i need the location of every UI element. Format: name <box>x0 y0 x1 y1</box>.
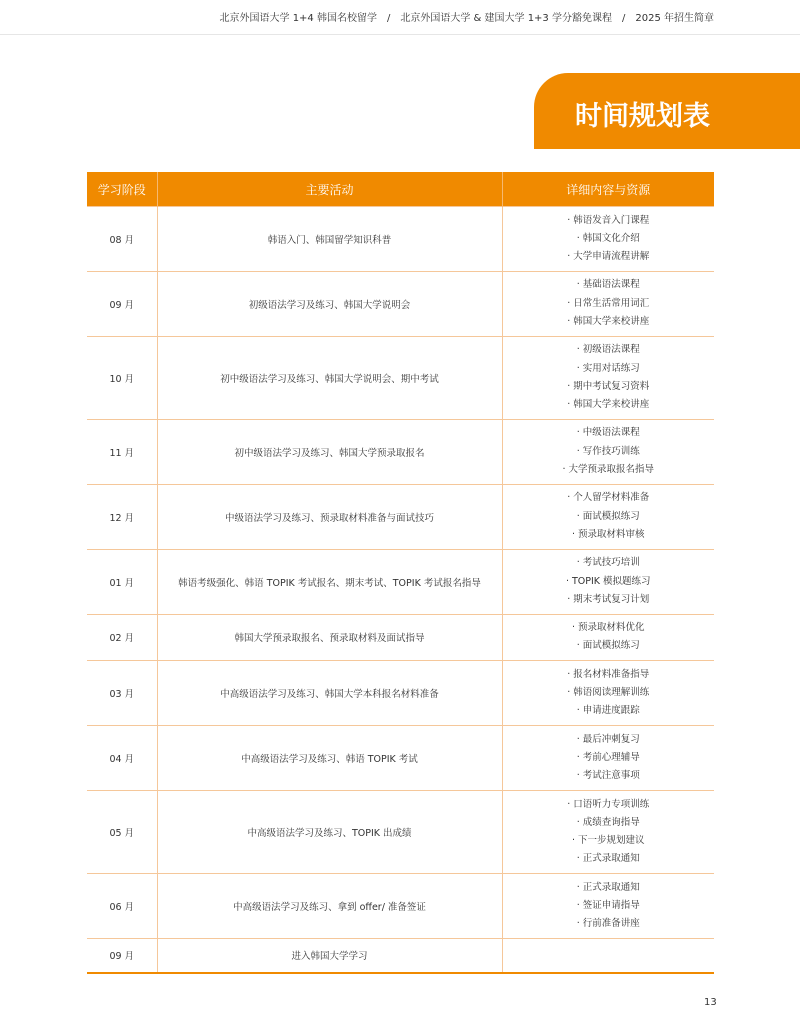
stage-cell: 03 月 <box>87 661 157 726</box>
header-separator: / <box>386 13 391 24</box>
details-cell <box>502 874 714 939</box>
detail-item: · 大学预录取报名指导 <box>503 461 715 479</box>
detail-item: · 行前准备讲座 <box>503 915 715 933</box>
stage-cell: 12 月 <box>87 484 157 549</box>
activity-cell: 中高级语法学习及练习、拿到 offer/ 准备签证 <box>157 874 502 939</box>
detail-item: · 申请进度跟踪 <box>503 702 715 720</box>
detail-item: · 期中考试复习资料 <box>503 378 715 396</box>
activity-cell: 初中级语法学习及练习、韩国大学说明会、期中考试 <box>157 336 502 419</box>
page-title: 时间规划表 <box>575 101 710 132</box>
detail-item: · 基础语法课程 <box>503 276 715 294</box>
stage-cell: 09 月 <box>87 271 157 336</box>
table-row <box>87 614 714 661</box>
detail-item: · 韩语发音入门课程 <box>503 212 715 230</box>
activity-cell: 韩语考级强化、韩语 TOPIK 考试报名、期末考试、TOPIK 考试报名指导 <box>157 549 502 614</box>
details-cell <box>502 614 714 661</box>
activity-cell: 中高级语法学习及练习、韩国大学本科报名材料准备 <box>157 661 502 726</box>
column-header-stage: 学习阶段 <box>87 172 157 207</box>
schedule-table <box>87 172 714 974</box>
table-row <box>87 336 714 419</box>
detail-item: · 成绩查询指导 <box>503 814 715 832</box>
detail-item: · 韩语阅读理解训练 <box>503 684 715 702</box>
stage-cell: 06 月 <box>87 874 157 939</box>
details-cell <box>502 207 714 272</box>
detail-item: · 实用对话练习 <box>503 360 715 378</box>
detail-item: · 面试模拟练习 <box>503 508 715 526</box>
detail-item: · 初级语法课程 <box>503 341 715 359</box>
table-row <box>87 874 714 939</box>
detail-item: · 个人留学材料准备 <box>503 489 715 507</box>
stage-cell: 02 月 <box>87 614 157 661</box>
detail-item: · 考试技巧培训 <box>503 554 715 572</box>
detail-item: · 韩国大学来校讲座 <box>503 396 715 414</box>
activity-cell: 韩语入门、韩国留学知识科普 <box>157 207 502 272</box>
header-breadcrumb <box>220 9 714 24</box>
column-header-details: 详细内容与资源 <box>502 172 714 207</box>
table-row <box>87 271 714 336</box>
details-cell <box>502 484 714 549</box>
table-row <box>87 207 714 272</box>
activity-cell: 初中级语法学习及练习、韩国大学预录取报名 <box>157 419 502 484</box>
table-row <box>87 726 714 791</box>
stage-cell: 01 月 <box>87 549 157 614</box>
header-brochure-title: 2025 年招生简章 <box>635 13 714 24</box>
table-row <box>87 484 714 549</box>
detail-item: · 口语听力专项训练 <box>503 796 715 814</box>
activity-cell: 韩国大学预录取报名、预录取材料及面试指导 <box>157 614 502 661</box>
details-cell <box>502 661 714 726</box>
stage-cell: 11 月 <box>87 419 157 484</box>
activity-cell: 中高级语法学习及练习、TOPIK 出成绩 <box>157 791 502 874</box>
table-row <box>87 549 714 614</box>
detail-item: · 预录取材料审核 <box>503 526 715 544</box>
page-header <box>0 0 800 35</box>
detail-item: · 正式录取通知 <box>503 879 715 897</box>
detail-item: · 大学申请流程讲解 <box>503 248 715 266</box>
details-cell <box>502 939 714 973</box>
detail-item: · 预录取材料优化 <box>503 619 715 637</box>
detail-item: · 面试模拟练习 <box>503 637 715 655</box>
detail-item: · 日常生活常用词汇 <box>503 295 715 313</box>
table-body <box>87 207 714 973</box>
details-cell <box>502 419 714 484</box>
detail-item: · 正式录取通知 <box>503 850 715 868</box>
details-cell <box>502 726 714 791</box>
header-program-2: 北京外国语大学 & 建国大学 1+3 学分豁免课程 <box>400 13 612 24</box>
activity-cell: 中级语法学习及练习、预录取材料准备与面试技巧 <box>157 484 502 549</box>
detail-item: · 签证申请指导 <box>503 897 715 915</box>
detail-item: · 写作技巧训练 <box>503 443 715 461</box>
table-row <box>87 419 714 484</box>
detail-item: · 考前心理辅导 <box>503 749 715 767</box>
stage-cell: 09 月 <box>87 939 157 973</box>
stage-cell: 08 月 <box>87 207 157 272</box>
table-row <box>87 939 714 973</box>
table-row <box>87 791 714 874</box>
stage-cell: 10 月 <box>87 336 157 419</box>
detail-item: · 最后冲刺复习 <box>503 731 715 749</box>
table-header-row <box>87 172 714 207</box>
activity-cell: 中高级语法学习及练习、韩语 TOPIK 考试 <box>157 726 502 791</box>
detail-item: · 中级语法课程 <box>503 424 715 442</box>
header-program-1: 北京外国语大学 1+4 韩国名校留学 <box>219 13 377 24</box>
details-cell <box>502 791 714 874</box>
detail-item: · TOPIK 模拟题练习 <box>503 573 715 591</box>
activity-cell: 初级语法学习及练习、韩国大学说明会 <box>157 271 502 336</box>
table-row <box>87 661 714 726</box>
activity-cell: 进入韩国大学学习 <box>157 939 502 973</box>
detail-item: · 报名材料准备指导 <box>503 666 715 684</box>
stage-cell: 04 月 <box>87 726 157 791</box>
details-cell <box>502 336 714 419</box>
column-header-activity: 主要活动 <box>157 172 502 207</box>
detail-item: · 考试注意事项 <box>503 767 715 785</box>
detail-item: · 下一步规划建议 <box>503 832 715 850</box>
detail-item: · 韩国文化介绍 <box>503 230 715 248</box>
detail-item: · 期末考试复习计划 <box>503 591 715 609</box>
detail-item: · 韩国大学来校讲座 <box>503 313 715 331</box>
header-separator: / <box>621 13 626 24</box>
stage-cell: 05 月 <box>87 791 157 874</box>
details-cell <box>502 271 714 336</box>
page-number: 13 <box>704 997 717 1008</box>
details-cell <box>502 549 714 614</box>
